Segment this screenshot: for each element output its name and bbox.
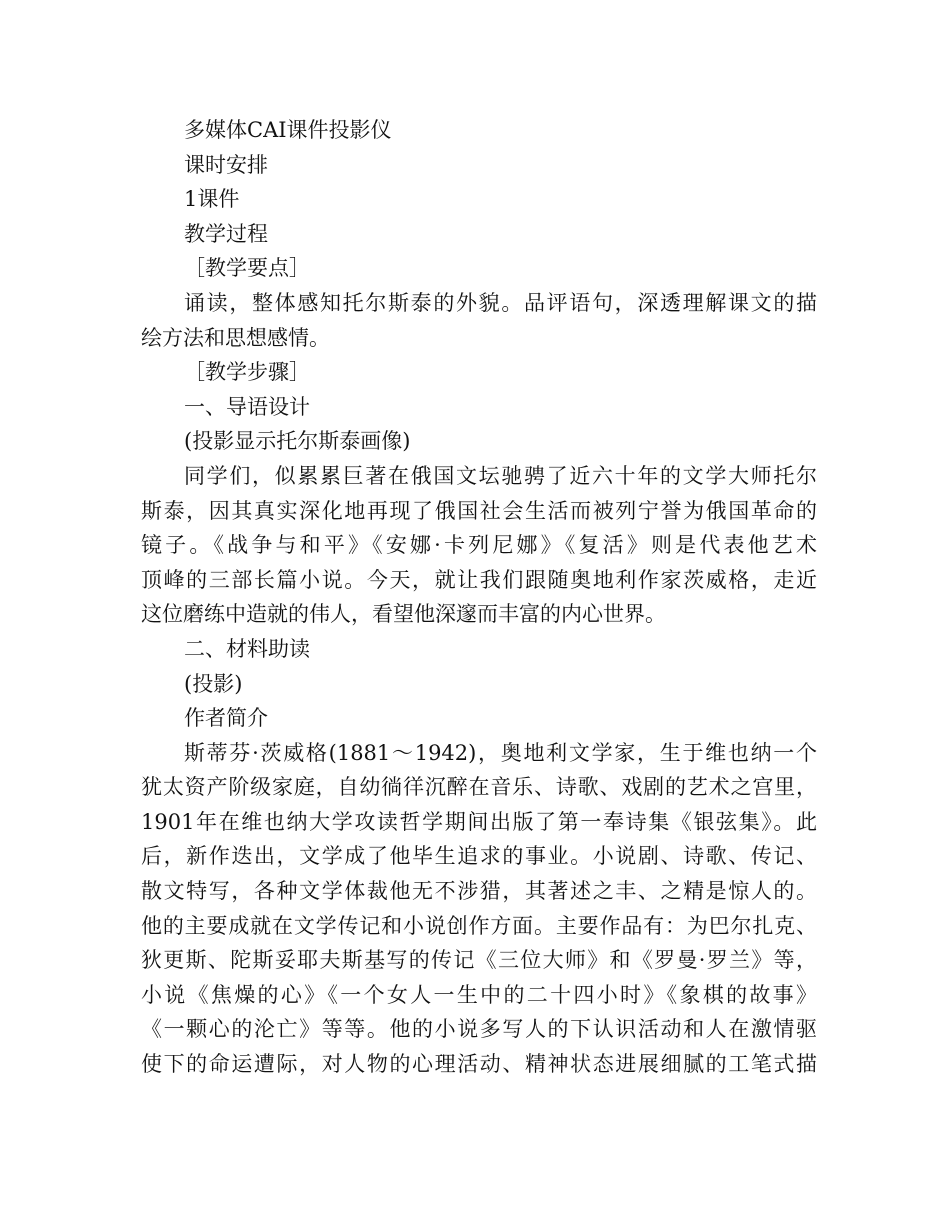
text-line (141, 839, 817, 874)
text-line (141, 113, 817, 148)
line-text: 教学过程 (184, 221, 268, 246)
line-text: 狄更斯、陀斯妥耶夫斯基写的传记《三位大师》和《罗曼·罗兰》等， (141, 948, 817, 973)
text-line (141, 494, 817, 529)
line-text: 二、材料助读 (184, 636, 310, 661)
line-text: 后，新作迭出，文学成了他毕生追求的事业。小说剧、诗歌、传记、 (141, 844, 817, 869)
text-line (141, 770, 817, 805)
text-line (141, 182, 817, 217)
line-text: 一、导语设计 (184, 394, 310, 419)
text-line (141, 1012, 817, 1047)
line-text: 这位磨练中造就的伟人，看望他深邃而丰富的内心世界。 (141, 602, 666, 627)
text-line (141, 1047, 817, 1082)
line-text: 使下的命运遭际，对人物的心理活动、精神状态进展细腻的工笔式描 (141, 1052, 817, 1077)
text-line (141, 909, 817, 944)
line-text: 《一颗心的沦亡》等等。他的小说多写人的下认识活动和人在激情驱 (141, 1017, 817, 1042)
text-line (141, 148, 817, 183)
text-line (141, 874, 817, 909)
text-line (141, 424, 817, 459)
text-line (141, 632, 817, 667)
line-text: ［教学步骤］ (184, 360, 310, 385)
line-text: 诵读，整体感知托尔斯泰的外貌。品评语句，深透理解课文的描 (184, 290, 817, 315)
text-line (141, 563, 817, 598)
text-line (141, 943, 817, 978)
line-text: 多媒体CAI课件投影仪 (184, 118, 392, 142)
line-text: 顶峰的三部长篇小说。今天，就让我们跟随奥地利作家茨威格，走近 (141, 567, 817, 592)
text-line (141, 736, 817, 771)
text-line (141, 355, 817, 390)
line-text: ［教学要点］ (184, 256, 310, 281)
line-text: 他的主要成就在文学传记和小说创作方面。主要作品有：为巴尔扎克、 (141, 913, 817, 938)
line-text: 小说《焦燥的心》《一个女人一生中的二十四小时》《象棋的故事》 (141, 982, 817, 1007)
line-text: 同学们，似累累巨著在俄国文坛驰骋了近六十年的文学大师托尔 (184, 463, 817, 488)
line-text: 1901年在维也纳大学攻读哲学期间出版了第一奉诗集《银弦集》。此 (141, 809, 817, 834)
line-text: 绘方法和思想感情。 (141, 325, 330, 350)
text-line (141, 217, 817, 252)
text-line (141, 978, 817, 1013)
text-line (141, 667, 817, 702)
line-text: 课时安排 (184, 152, 268, 177)
text-line (141, 321, 817, 356)
text-line (141, 528, 817, 563)
text-line (141, 459, 817, 494)
text-line (141, 597, 817, 632)
text-line (141, 286, 817, 321)
line-text: 散文特写，各种文学体裁他无不涉猎，其著述之丰、之精是惊人的。 (141, 879, 817, 904)
text-line (141, 390, 817, 425)
text-line (141, 805, 817, 840)
document-body (141, 113, 817, 1082)
line-text: 1课件 (184, 187, 240, 212)
text-line (141, 701, 817, 736)
line-text: (投影显示托尔斯泰画像) (184, 429, 411, 454)
text-line (141, 251, 817, 286)
line-text: 镜子。《战争与和平》《安娜·卡列尼娜》《复活》则是代表他艺术 (141, 533, 817, 558)
line-text: (投影) (184, 671, 243, 696)
line-text: 斯蒂芬·茨威格(1881～1942)，奥地利文学家，生于维也纳一个 (184, 740, 817, 765)
line-text: 作者简介 (184, 706, 268, 731)
line-text: 斯泰，因其真实深化地再现了俄国社会生活而被列宁誉为俄国革命的 (141, 498, 817, 523)
line-text: 犹太资产阶级家庭，自幼徜徉沉醉在音乐、诗歌、戏剧的艺术之宫里， (141, 775, 817, 800)
